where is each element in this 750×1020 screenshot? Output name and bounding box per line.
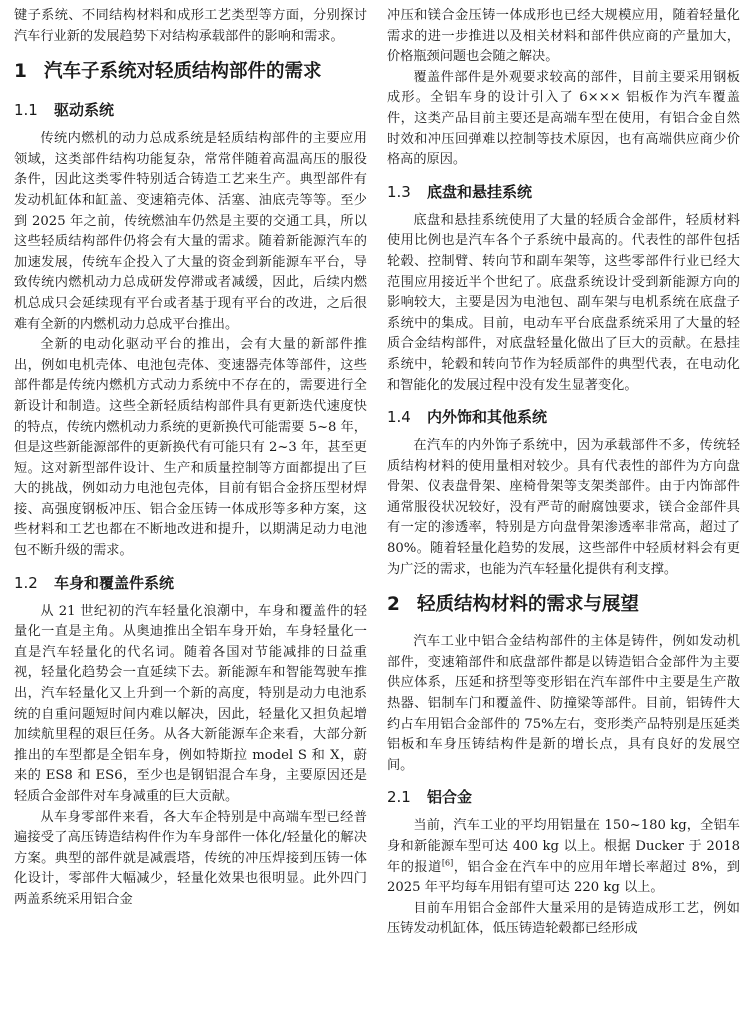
paragraph: 从 21 世纪初的汽车轻量化浪潮中，车身和覆盖件的轻量化一直是主角。从奥迪推出全铝车身开始，车身轻量化一直是汽车轻量化的代名词。随着各国对节能减排的日益重视，轻量化趋势会一直延续下去。新能源车和智能驾驶车推出，汽车轻量化又上升到一个新的高度，特别是动力电池系统的自重问题短时间内难以解决，因此，轻量化又担负起增加续航里程的艰巨任务。从各大新能源车企来看，大部分新推出的车型都是全铝车身，例如特斯拉 model S 和 X，蔚来的 ES8 和 ES6，至少也是钢铝混合车身，主要原因还是轻质合金部件对车身减重的巨大贡献。 [14, 603, 367, 804]
subsection-1-3-heading [387, 181, 740, 203]
paragraph: 覆盖件部件是外观要求较高的部件，目前主要采用钢板成形。全铝车身的设计引入了 6××× 铝板作为汽车覆盖件，这类产品目前主要还是高端车型在使用，有铝合金自然时效和冲压回弹难以控制等技术原因，也有高端供应商少价格高的原因。 [387, 69, 740, 168]
section-title: 轻质结构材料的需求与展望 [417, 594, 640, 616]
paragraph: 目前车用铝合金部件大量采用的是铸造成形工艺，例如压铸发动机缸体，低压铸造轮毂都已经形成 [387, 900, 740, 937]
paragraph: 汽车工业中铝合金结构部件的主体是铸件，例如发动机部件，变速箱部件和底盘部件都是以铸造铝合金部件为主要供应体系，压延和挤型等变形铝在汽车部件中主要是生产散热器、铝制车门和覆盖件、防撞梁等部件。目前，铝铸件大约占车用铝合金部件的 75%左右，变形类产品特别是压延类铝板和车身压铸结构件是新的增长点，具有良好的发展空间。 [387, 634, 740, 773]
paragraph-text: ，铝合金在汽车中的应用年增长率超过 8%，到 2025 年平均每车用铝有望可达 220 kg 以上。 [387, 859, 740, 896]
section-number: 1 [14, 61, 27, 83]
subsection-number: 2.1 [387, 788, 411, 807]
paragraph-text: 当前，汽车工业的平均用铝量在 150~180 kg，全铝车身和新能源车型可达 400 kg 以上。根据 Ducker 于 2018 年的报道 [387, 818, 740, 875]
citation-ref[interactable]: [6] [441, 858, 454, 868]
subsection-number: 1.2 [14, 573, 38, 592]
subsection-title: 车身和覆盖件系统 [54, 573, 175, 592]
subsection-2-1-heading [387, 786, 740, 808]
intro-paragraph: 键子系统、不同结构材料和成形工艺类型等方面，分别探讨汽车行业新的发展趋势下对结构承载部件的影响和需求。 [14, 8, 367, 44]
section-number: 2 [387, 594, 400, 616]
paragraph: 全新的电动化驱动平台的推出，会有大量的新部件推出，例如电机壳体、电池包壳体、变速器壳体等部件，这些部件都是传统内燃机方式动力系统中不存在的，需要进行全新设计和制造。这些全新轻质结构部件具有更新迭代速度快的特点，传统内燃机动力系统的更新换代可能需要 5~8 年，但是这些新能源部件的更新换代有可能只有 2~3 年，甚至更短。这对新型部件设计、生产和质量控制等方面都提出了巨大的挑战，例如动力电池包壳体，目前有铝合金挤压型材焊接、高强度钢板冲压、铝合金压铸一体成形等多种方案，这些材料和工艺也都在不断地改进和提升，以期满足动力电池包不断升级的需求。 [14, 337, 367, 559]
paragraph: 传统内燃机的动力总成系统是轻质结构部件的主要应用领域，这类部件结构功能复杂，常常伴随着高温高压的服役条件，因此这类零件特别适合铸造工艺来生产。典型部件有发动机缸体和缸盖、变速箱壳体、活塞、油底壳等等。至少到 2025 年之前，传统燃油车仍然是主要的交通工具，所以这些轻质结构部件仍将会有大量的需求。随着新能源汽车的加速发展，传统车企投入了大量的资金到新能源车平台，导致传统内燃机动力总成研发停滞或者减缓，因此，后续内燃机总成只会延续现有平台或者基于现有平台的改进，之后很难有全新的内燃机动力总成平台推出。 [14, 131, 367, 332]
subsection-1-2-heading [14, 572, 367, 594]
paragraph: 在汽车的内外饰子系统中，因为承载部件不多，传统轻质结构材料的使用量相对较少。具有代表性的部件为方向盘骨架、仪表盘骨架、座椅骨架等支架类部件。由于内饰部件通常服役状况较好，没有严苛的耐腐蚀要求，镁合金部件具有一定的渗透率，特别是方向盘骨架渗透率非常高，超过了 80%。随着轻量化趋势的发展，这些部件中轻质材料会有更为广泛的需求，也能为汽车轻量化提供有利支撑。 [387, 438, 740, 577]
subsection-number: 1.3 [387, 182, 411, 201]
section-1-heading [14, 59, 367, 85]
subsection-1-4-heading [387, 406, 740, 428]
subsection-title: 驱动系统 [54, 101, 115, 120]
subsection-title: 内外饰和其他系统 [427, 408, 548, 427]
section-title: 汽车子系统对轻质结构部件的需求 [44, 61, 322, 83]
right-column [387, 6, 740, 1020]
subsection-number: 1.1 [14, 101, 38, 120]
subsection-1-1-heading [14, 99, 367, 121]
paragraph-with-citation [387, 816, 740, 898]
paragraph: 底盘和悬挂系统使用了大量的轻质合金部件，轻质材料使用比例也是汽车各个子系统中最高的。代表性的部件包括轮毂、控制臂、转向节和副车架等，这些零部件行业已经大范围应用接近半个世纪了。底盘系统设计受到新能源方向的影响较大，主要是因为电池包、副车架与电机系统在底盘子系统中的集成。目前，电动车平台底盘系统采用了大量的轻质合金结构部件，对底盘轻量化做出了巨大的贡献。在悬挂系统中，轮毂和转向节作为轻质部件的典型代表，在电动化和智能化的发展过程中没有发生显著变化。 [387, 212, 740, 393]
subsection-title: 底盘和悬挂系统 [427, 182, 533, 201]
left-column [14, 6, 367, 1020]
subsection-number: 1.4 [387, 408, 411, 427]
paragraph: 从车身零部件来看，各大车企特别是中高端车型已经普遍接受了高压铸造结构件作为车身部件一体化/轻量化的解决方案。典型的部件就是减震塔，传统的冲压焊接到压铸一体化设计，零部件大幅减少，轻量化效果也很明显。此外四门两盖系统采用铝合金 [14, 809, 367, 907]
subsection-title: 铝合金 [427, 788, 473, 807]
section-2-heading [387, 592, 740, 618]
paragraph-continued: 冲压和镁合金压铸一体成形也已经大规模应用，随着轻量化需求的进一步推进以及相关材料和部件供应商的产量加大，价格瓶颈问题也会随之解决。 [387, 8, 740, 65]
